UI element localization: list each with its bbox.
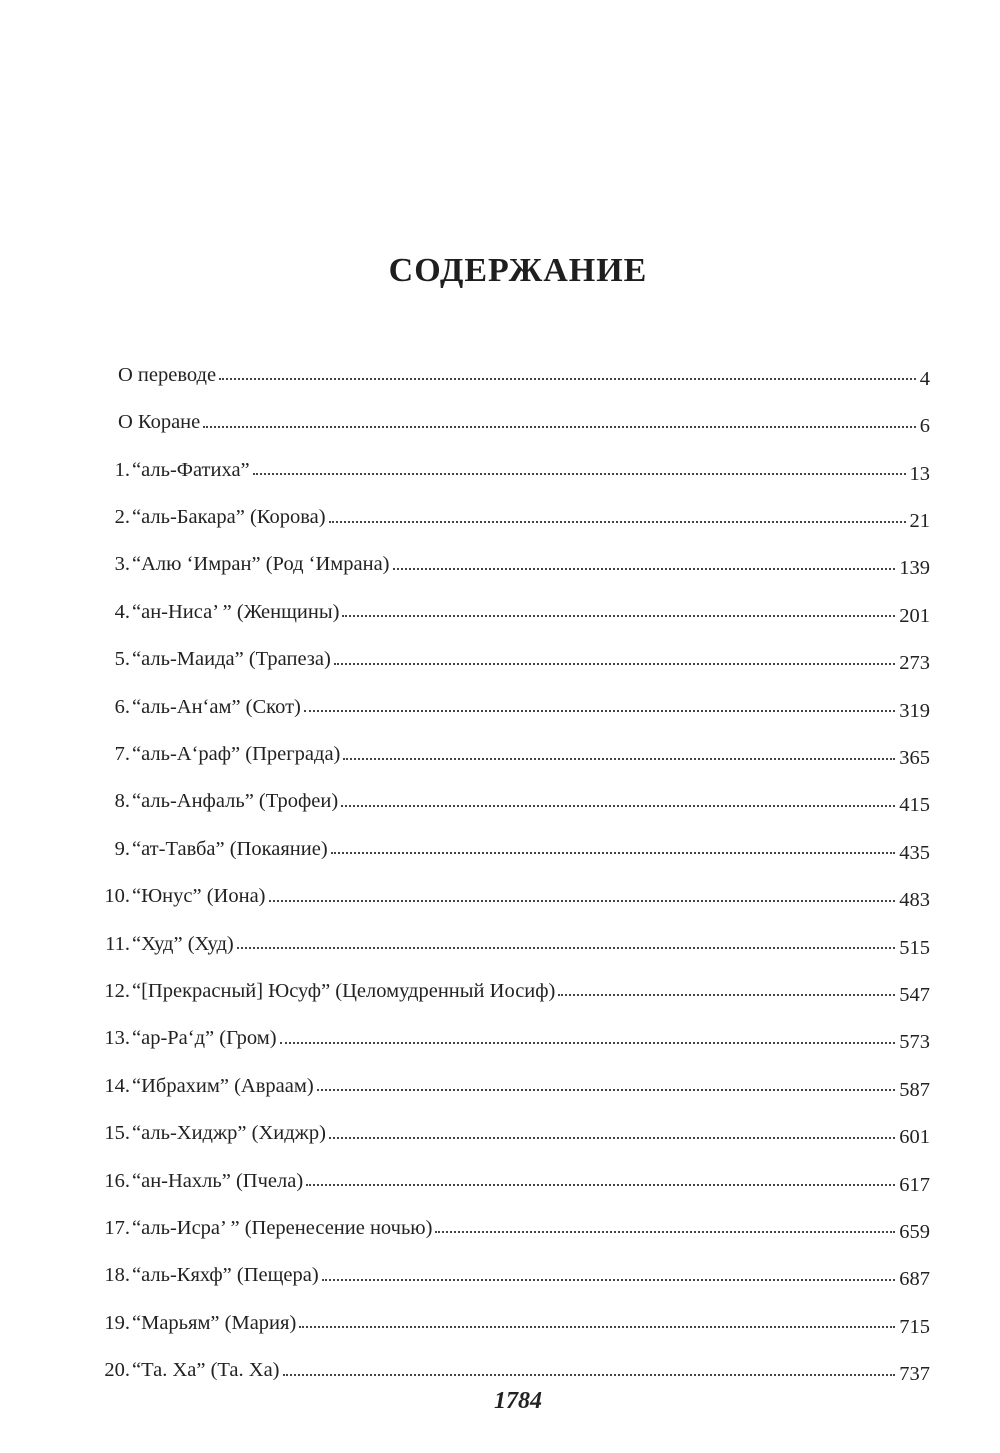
dot-leader (203, 425, 915, 428)
toc-entry[interactable] (100, 954, 930, 1006)
dot-leader (331, 851, 896, 854)
toc-entry-label: “аль-А‘раф” (Преграда) (132, 743, 341, 766)
toc-entry-page: 601 (899, 1126, 930, 1149)
dot-leader (558, 993, 895, 996)
toc-entry-number: 15. (104, 1122, 130, 1145)
toc-entry[interactable] (100, 1001, 930, 1054)
toc-entry[interactable] (100, 480, 930, 533)
toc-entry-number: 11. (105, 932, 130, 955)
dot-leader (219, 377, 916, 380)
toc-entry[interactable] (100, 575, 930, 627)
toc-entry-number: 6. (114, 695, 130, 718)
toc-entry-page: 6 (919, 415, 930, 438)
toc-entry-page: 573 (899, 1031, 930, 1054)
toc-entry[interactable] (100, 1096, 930, 1149)
toc-entry-label: “Худ” (Худ) (132, 932, 234, 955)
toc-entry[interactable] (100, 622, 930, 675)
toc-entry-about-quran[interactable] (100, 385, 930, 438)
toc-entry-number: 8. (114, 790, 130, 813)
dot-leader (329, 520, 906, 523)
toc-entry-number: 18. (104, 1264, 130, 1287)
toc-entry[interactable] (100, 859, 930, 912)
toc-entry-page: 659 (899, 1220, 930, 1243)
toc-entry-label: О Коране (118, 411, 201, 434)
toc-entry-page: 715 (899, 1315, 930, 1338)
toc-entry-page: 201 (899, 604, 930, 627)
toc-entry-number: 2. (114, 506, 130, 529)
toc-entry-label: “аль-Кяхф” (Пещера) (132, 1264, 319, 1287)
toc-entry[interactable] (100, 1286, 930, 1338)
toc-entry-page: 483 (899, 889, 930, 912)
toc-entry-page: 319 (899, 699, 930, 722)
toc-entry[interactable] (100, 1238, 930, 1291)
toc-entry-number: 1. (114, 458, 130, 481)
toc-entry-label: “ар-Ра‘д” (Гром) (132, 1027, 277, 1050)
toc-entry-number: 17. (104, 1216, 130, 1239)
toc-entry-number: 5. (114, 648, 130, 671)
toc-entry-number: 19. (104, 1311, 130, 1334)
dot-leader (322, 1278, 896, 1281)
toc-entry-number: 9. (114, 837, 130, 860)
toc-entry-label: “Марьям” (Мария) (132, 1311, 297, 1334)
toc-entry-page: 139 (899, 557, 930, 580)
toc-entry-label: “аль-Бакара” (Корова) (132, 506, 326, 529)
dot-leader (317, 1088, 896, 1091)
dot-leader (343, 757, 895, 760)
toc-entry-about-translation[interactable] (100, 338, 930, 390)
toc-entry-number: 13. (104, 1027, 130, 1050)
dot-leader (334, 662, 895, 665)
dot-leader (253, 472, 906, 475)
toc-entry[interactable] (100, 717, 930, 770)
toc-entry-number: 7. (114, 743, 130, 766)
toc-entry-label: “аль-Исра’ ” (Перенесение ночью) (132, 1216, 433, 1239)
dot-leader (280, 1041, 896, 1044)
toc-entry[interactable] (100, 433, 930, 485)
toc-entry-number: 20. (104, 1359, 130, 1382)
toc-entry[interactable] (100, 1144, 930, 1196)
toc-entry[interactable] (100, 528, 930, 580)
page-number: 1784 (494, 1388, 542, 1414)
toc-entry-label: “аль-Хиджр” (Хиджр) (132, 1122, 326, 1145)
toc-entry-page: 13 (909, 462, 930, 485)
toc-entry[interactable] (100, 907, 930, 959)
dot-leader (329, 1136, 895, 1139)
toc-entry-label: “Юнус” (Иона) (132, 885, 266, 908)
dot-leader (306, 1183, 895, 1186)
toc-entry-page: 435 (899, 841, 930, 864)
toc-entry-label: “Алю ‘Имран” (Род ‘Имрана) (132, 553, 390, 576)
toc-entry-page: 547 (899, 983, 930, 1006)
dot-leader (299, 1325, 895, 1328)
toc-entry-label: “ан-Ниса’ ” (Женщины) (132, 600, 340, 623)
dot-leader (269, 899, 896, 902)
toc-entry-label: “ан-Нахль” (Пчела) (132, 1169, 304, 1192)
toc-entry-page: 515 (899, 936, 930, 959)
dot-leader (342, 614, 895, 617)
page-title: СОДЕРЖАНИЕ (388, 252, 648, 289)
toc-entry-page: 273 (899, 652, 930, 675)
toc-entry-label: “Та. Ха” (Та. Ха) (132, 1359, 280, 1382)
toc-entry-label: “аль-Ан‘ам” (Скот) (132, 695, 301, 718)
toc-entry-number: 16. (104, 1169, 130, 1192)
toc-entry[interactable] (100, 812, 930, 864)
toc-entry-page: 587 (899, 1078, 930, 1101)
dot-leader (304, 709, 895, 712)
toc-entry[interactable] (100, 670, 930, 722)
toc-entry-page: 21 (909, 510, 930, 533)
toc-entry[interactable] (100, 1191, 930, 1243)
toc-entry-number: 14. (104, 1074, 130, 1097)
toc-entry-label: “аль-Анфаль” (Трофеи) (132, 790, 339, 813)
toc-entry-number: 10. (104, 885, 130, 908)
toc-entry-label: “аль-Фатиха” (132, 458, 250, 481)
toc-entry-page: 687 (899, 1268, 930, 1291)
toc-entry-page: 365 (899, 747, 930, 770)
toc-entry-label: “[Прекрасный] Юсуф” (Целомудренный Иосиф) (132, 979, 556, 1002)
toc-entry-page: 617 (899, 1173, 930, 1196)
toc-entry-label: “Ибрахим” (Авраам) (132, 1074, 314, 1097)
toc-entry-number: 4. (114, 600, 130, 623)
dot-leader (341, 804, 895, 807)
toc-entry-number: 3. (114, 553, 130, 576)
toc-entry[interactable] (100, 1049, 930, 1101)
toc-entry-page: 4 (919, 367, 930, 390)
toc-entry-number: 12. (104, 979, 130, 1002)
table-of-contents (100, 338, 930, 1386)
toc-entry[interactable] (100, 1333, 930, 1386)
toc-entry[interactable] (100, 765, 930, 817)
toc-entry-label: О переводе (118, 363, 217, 386)
dot-leader (283, 1373, 896, 1376)
toc-entry-label: “ат-Тавба” (Покаяние) (132, 837, 328, 860)
dot-leader (435, 1230, 895, 1233)
dot-leader (393, 567, 896, 570)
dot-leader (237, 946, 895, 949)
toc-entry-page: 415 (899, 794, 930, 817)
toc-entry-page: 737 (899, 1363, 930, 1386)
toc-entry-label: “аль-Маида” (Трапеза) (132, 648, 331, 671)
